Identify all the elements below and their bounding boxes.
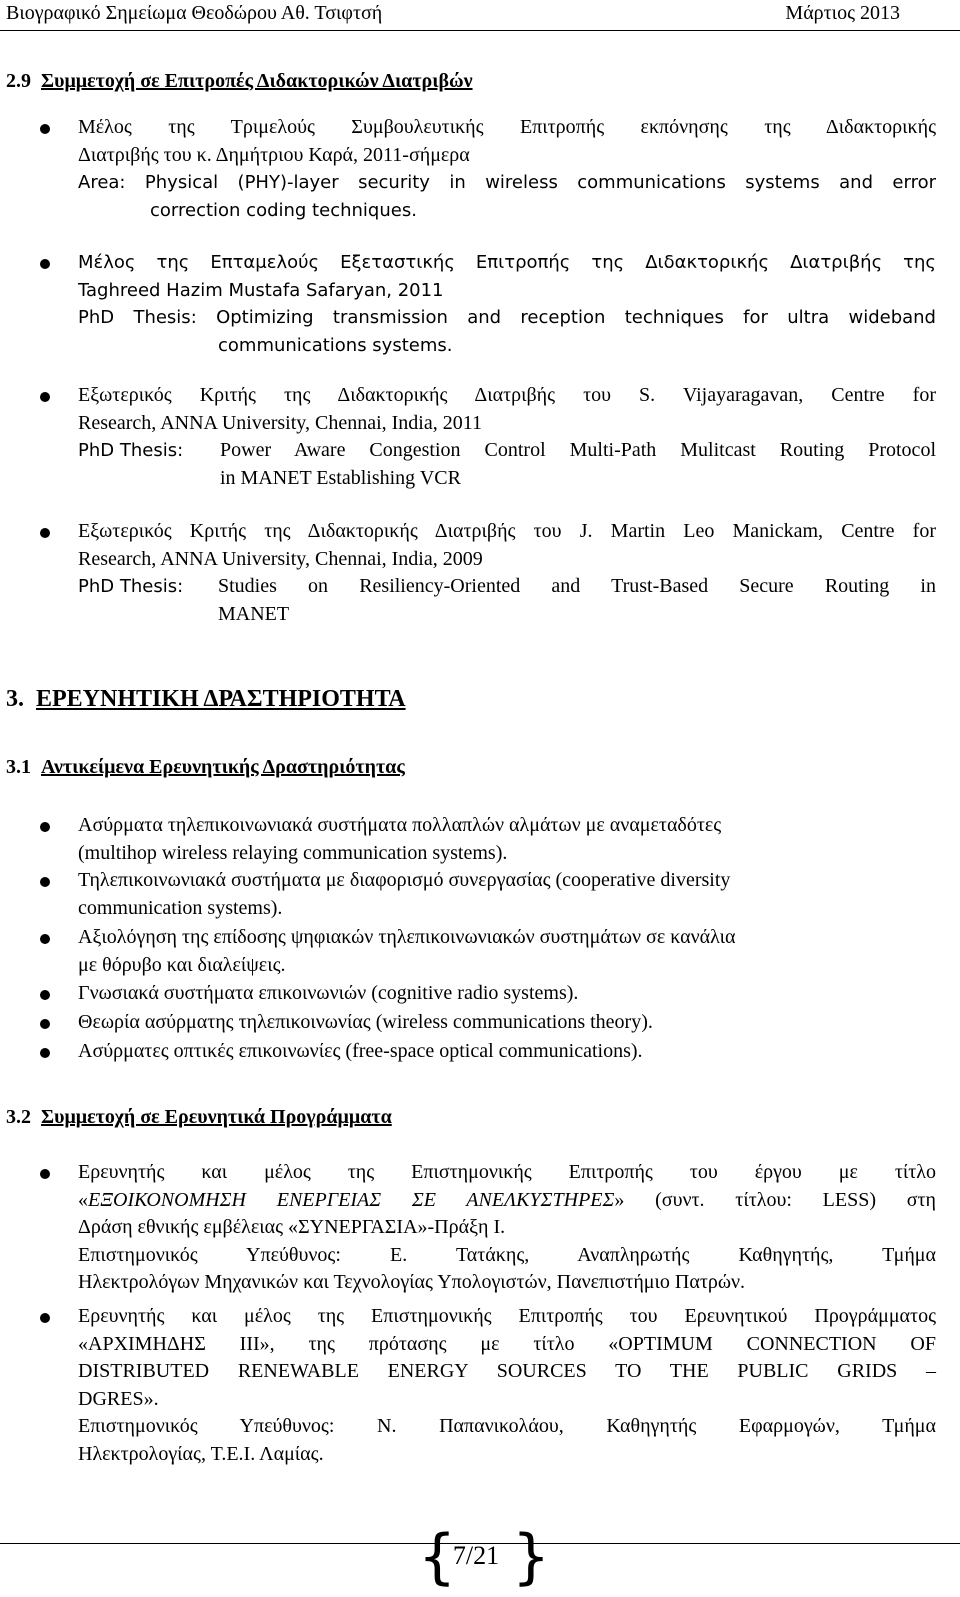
item-line: Δράση εθνικής εμβέλειας «ΣΥΝΕΡΓΑΣΙΑ»-Πράξη Ι.: [78, 1216, 506, 1238]
header-date: Μάρτιος 2013: [785, 2, 900, 24]
bullet-icon: [40, 1019, 50, 1029]
item-line: Μέλος της Τριμελούς Συμβουλευτικής Επιτροπής εκπόνησης της Διδακτορικής: [78, 116, 936, 138]
left-brace-icon: {: [418, 1522, 457, 1592]
bullet-icon: [40, 528, 50, 538]
item-line: communication systems).: [78, 896, 283, 919]
item-line: correction coding techniques.: [150, 199, 417, 221]
item-line: (multihop wireless relaying communication systems).: [78, 841, 508, 864]
bullet-icon: [40, 259, 50, 269]
list-item: [78, 924, 936, 979]
list-item: [78, 114, 936, 224]
item-line: «ΑΡΧΙΜΗΔΗΣ ΙΙΙ», της πρότασης με τίτλο «OPTIMUM CONNECTION OF: [78, 1332, 936, 1355]
item-line: Διατριβής του κ. Δημήτριου Καρά, 2011-σήμερα: [78, 143, 470, 166]
page-footer: [0, 1522, 960, 1597]
section-3-1-heading: [6, 756, 405, 779]
page-number: 7/21: [452, 1541, 500, 1570]
item-line: Ηλεκτρολόγων Μηχανικών και Τεχνολογίας Υπολογιστών, Πανεπιστήμιο Πατρών.: [78, 1271, 746, 1293]
item-line: Αξιολόγηση της επίδοσης ψηφιακών τηλεπικοινωνιακών συστημάτων σε κανάλια: [78, 926, 736, 948]
item-line: Γνωσιακά συστήματα επικοινωνιών (cognitive radio systems).: [78, 982, 579, 1004]
bullet-icon: [40, 1048, 50, 1058]
item-line: [78, 1187, 936, 1215]
section-2-9-heading: [6, 70, 473, 93]
item-line: communications systems.: [218, 334, 453, 356]
thesis-label: PhD Thesis:: [78, 440, 184, 461]
list-item: [78, 518, 936, 628]
item-line: Ερευνητής και μέλος της Επιστημονικής Επιτροπής του Ερευνητικού Προγράμματος: [78, 1305, 936, 1327]
section-number: 3.1: [6, 756, 31, 778]
list-item: [78, 1303, 936, 1468]
list-item: [78, 980, 936, 1008]
section-3-heading: [6, 686, 406, 713]
item-line: Μέλος της Επταμελούς Εξεταστικής Επιτροπής της Διδακτορικής Διατριβής της: [78, 252, 936, 273]
bullet-icon: [40, 1313, 50, 1323]
quote-open: «: [78, 1188, 88, 1211]
quote-close: » (συντ. τίτλου: LESS) στη: [614, 1188, 936, 1211]
item-line: Ηλεκτρολογίας, Τ.Ε.Ι. Λαμίας.: [78, 1442, 324, 1465]
thesis-label: PhD Thesis:: [78, 576, 184, 597]
item-line: Research, ANNA University, Chennai, India, 2011: [78, 411, 482, 434]
item-line: PhD Thesis: Optimizing transmission and reception techniques for ultra wideband: [78, 307, 936, 328]
item-line: Taghreed Hazim Mustafa Safaryan, 2011: [78, 279, 444, 301]
item-line: Επιστημονικός Υπεύθυνος: Ν. Παπανικολάου, Καθηγητής Εφαρμογών, Τμήμα: [78, 1415, 936, 1437]
item-line: Ασύρματα τηλεπικοινωνιακά συστήματα πολλαπλών αλμάτων με αναμεταδότες: [78, 814, 722, 836]
item-line: Εξωτερικός Κριτής της Διδακτορικής Διατριβής του S. Vijayaragavan, Centre for: [78, 384, 936, 406]
section-title: Αντικείμενα Ερευνητικής Δραστηριότητας: [41, 756, 405, 778]
list-item: [78, 382, 936, 492]
item-line: Τηλεπικοινωνιακά συστήματα με διαφορισμό συνεργασίας (cooperative diversity: [78, 869, 731, 891]
bullet-icon: [40, 990, 50, 1000]
project-title: ΕΞΟΙΚΟΝΟΜΗΣΗ ΕΝΕΡΓΕΙΑΣ ΣΕ ΑΝΕΛΚΥΣΤΗΡΕΣ: [88, 1188, 615, 1211]
item-line: Επιστημονικός Υπεύθυνος: Ε. Τατάκης, Αναπληρωτής Καθηγητής, Τμήμα: [78, 1243, 936, 1266]
list-item: [78, 1009, 936, 1037]
item-line: DGRES».: [78, 1387, 159, 1410]
bullet-icon: [40, 1169, 50, 1179]
item-line: Ερευνητής και μέλος της Επιστημονικής Επιτροπής του έργου με τίτλο: [78, 1161, 936, 1183]
item-line: Ασύρματες οπτικές επικοινωνίες (free-space optical communications).: [78, 1040, 643, 1062]
bullet-icon: [40, 392, 50, 402]
item-line: Εξωτερικός Κριτής της Διδακτορικής Διατριβής του J. Martin Leo Manickam, Centre for: [78, 520, 936, 542]
item-line: με θόρυβο και διαλείψεις.: [78, 953, 286, 976]
section-number: 3.: [6, 686, 24, 712]
bullet-icon: [40, 934, 50, 944]
list-item: [78, 1159, 936, 1297]
header-title: Βιογραφικό Σημείωμα Θεοδώρου Αθ. Τσιφτσή: [6, 2, 383, 24]
item-line: in MANET Establishing VCR: [220, 466, 461, 489]
list-item: [78, 812, 936, 867]
bullet-icon: [40, 877, 50, 887]
thesis-line: [78, 437, 936, 465]
section-3-2-heading: [6, 1106, 392, 1129]
item-line: Area: Physical (PHY)-layer security in wireless communications systems and error: [78, 172, 936, 193]
item-line: Research, ANNA University, Chennai, India, 2009: [78, 547, 483, 570]
list-item: [78, 1038, 936, 1066]
thesis-line: [78, 573, 936, 601]
header-rule: [0, 30, 960, 31]
item-line: DISTRIBUTED RENEWABLE ENERGY SOURCES TO THE PUBLIC GRIDS –: [78, 1360, 936, 1382]
section-title: ΕΡΕΥΝΗΤΙΚΗ ΔΡΑΣΤΗΡΙΟΤΗΤΑ: [36, 686, 406, 712]
list-item: [78, 249, 936, 359]
section-number: 2.9: [6, 70, 31, 92]
right-brace-icon: }: [512, 1522, 551, 1592]
bullet-icon: [40, 124, 50, 134]
item-line: MANET: [218, 602, 290, 625]
page-header: [0, 0, 960, 38]
thesis-title: Power Aware Congestion Control Multi-Path Mulitcast Routing Protocol: [220, 439, 936, 461]
bullet-icon: [40, 822, 50, 832]
list-item: [78, 867, 936, 922]
item-line: Θεωρία ασύρματης τηλεπικοινωνίας (wireless communications theory).: [78, 1011, 653, 1033]
section-title: Συμμετοχή σε Επιτροπές Διδακτορικών Διατριβών: [41, 70, 473, 92]
section-title: Συμμετοχή σε Ερευνητικά Προγράμματα: [41, 1106, 392, 1128]
thesis-title: Studies on Resiliency-Oriented and Trust-Based Secure Routing in: [218, 575, 936, 597]
section-number: 3.2: [6, 1106, 31, 1128]
